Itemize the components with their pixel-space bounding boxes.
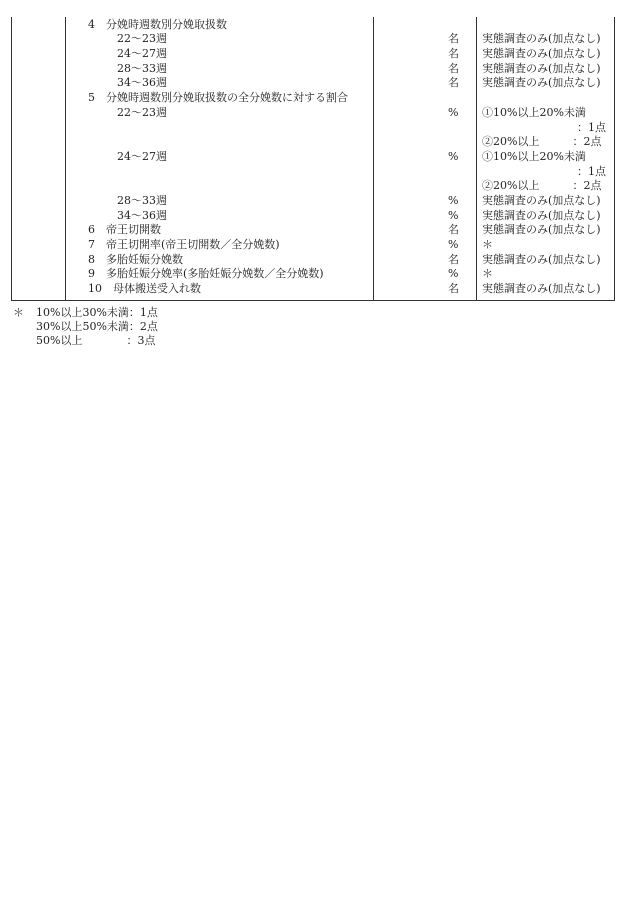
row-note: 実態調査のみ(加点なし) [482, 62, 601, 75]
row-unit: 名 [448, 47, 459, 60]
row-item: 24〜27週 [117, 47, 167, 60]
row-item: 22〜23週 [117, 106, 167, 119]
row-unit: 名 [448, 32, 459, 45]
row-item: 5 分娩時週数別分娩取扱数の全分娩数に対する割合 [88, 91, 348, 104]
table-column-divider-2 [373, 17, 374, 300]
row-note: ①10%以上20%未満 [482, 150, 586, 163]
row-note: 実態調査のみ(加点なし) [482, 282, 601, 295]
row-note: ＊ [482, 238, 493, 251]
footnote-line: 10%以上30%未満：1点 [36, 306, 158, 319]
row-item: 22〜23週 [117, 32, 167, 45]
row-item: 7 帝王切開率(帝王切開数／全分娩数) [88, 238, 280, 251]
row-unit: % [448, 150, 459, 163]
row-unit: % [448, 267, 459, 280]
row-unit: 名 [448, 62, 459, 75]
footnote-mark: ＊ [13, 306, 24, 319]
row-item: 28〜33週 [117, 62, 167, 75]
row-note: 実態調査のみ(加点なし) [482, 47, 601, 60]
row-item: 9 多胎妊娠分娩率(多胎妊娠分娩数／全分娩数) [88, 267, 324, 280]
row-note: ②20%以上 ：2点 [482, 179, 602, 192]
row-item: 10 母体搬送受入れ数 [88, 282, 201, 295]
row-note: ①10%以上20%未満 [482, 106, 586, 119]
row-unit: % [448, 106, 459, 119]
table-left-border [11, 17, 12, 300]
row-item: 34〜36週 [117, 209, 167, 222]
row-unit: % [448, 238, 459, 251]
row-note: ：1点 [577, 165, 606, 178]
row-unit: % [448, 194, 459, 207]
row-note: 実態調査のみ(加点なし) [482, 194, 601, 207]
row-item: 34〜36週 [117, 76, 167, 89]
row-item: 6 帝王切開数 [88, 223, 161, 236]
row-note: 実態調査のみ(加点なし) [482, 209, 601, 222]
row-note: 実態調査のみ(加点なし) [482, 223, 601, 236]
row-note: ②20%以上 ：2点 [482, 135, 602, 148]
row-item: 28〜33週 [117, 194, 167, 207]
row-unit: 名 [448, 76, 459, 89]
row-note: 実態調査のみ(加点なし) [482, 76, 601, 89]
row-item: 4 分娩時週数別分娩取扱数 [88, 18, 227, 31]
row-unit: 名 [448, 223, 459, 236]
table-column-divider-1 [65, 17, 66, 300]
row-note: 実態調査のみ(加点なし) [482, 253, 601, 266]
table-right-border [614, 17, 615, 300]
footnote-line: 50%以上 ：3点 [36, 334, 156, 347]
table-column-divider-3 [476, 17, 477, 300]
row-note: 実態調査のみ(加点なし) [482, 32, 601, 45]
row-item: 24〜27週 [117, 150, 167, 163]
row-unit: % [448, 209, 459, 222]
table-bottom-border [11, 300, 615, 301]
footnote-line: 30%以上50%未満：2点 [36, 320, 158, 333]
row-unit: 名 [448, 253, 459, 266]
row-item: 8 多胎妊娠分娩数 [88, 253, 183, 266]
row-note: ：1点 [577, 121, 606, 134]
row-unit: 名 [448, 282, 459, 295]
row-note: ＊ [482, 267, 493, 280]
